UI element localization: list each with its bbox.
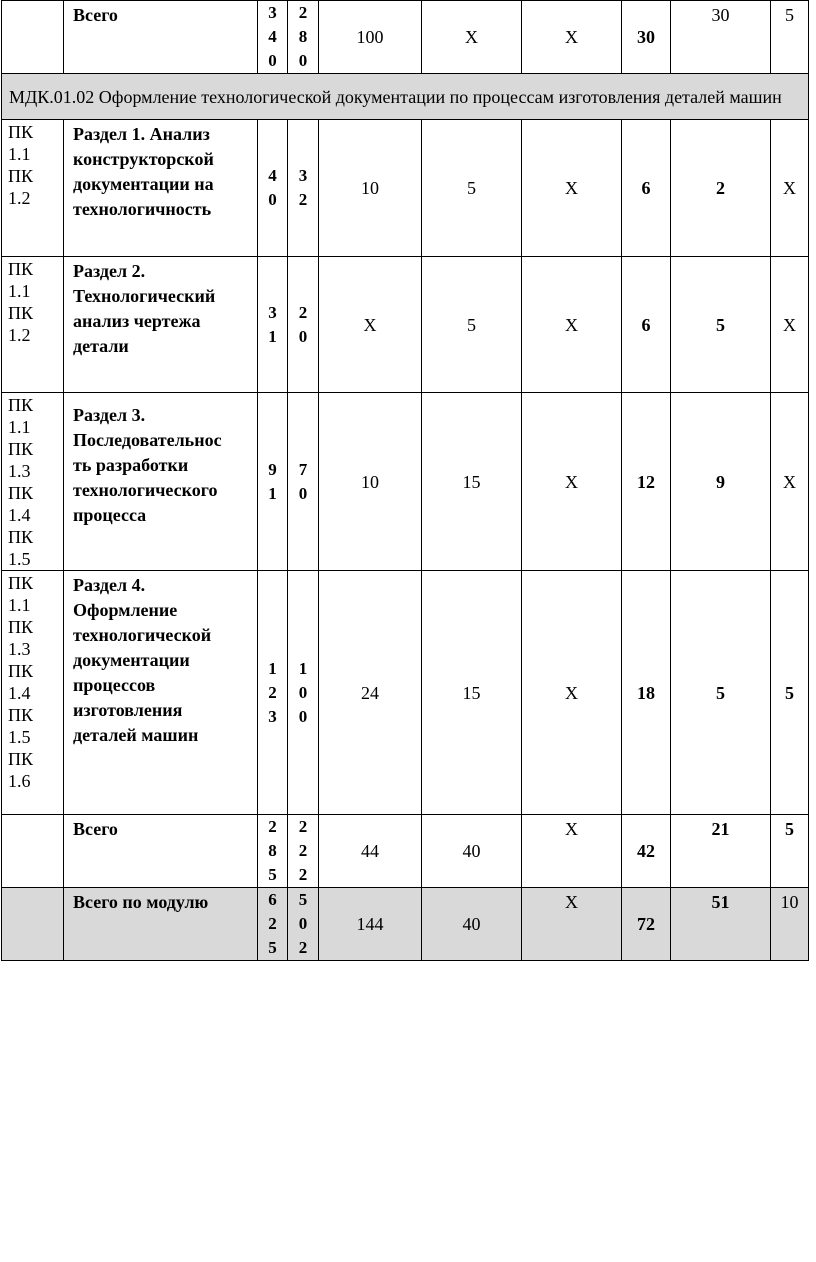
curriculum-table	[1, 0, 809, 961]
col1-value: 2 8 5	[258, 815, 288, 888]
col5-value: Х	[522, 120, 622, 257]
col2-value: 3 2	[288, 120, 319, 257]
col8-value: 5	[771, 1, 809, 74]
section-title: Раздел 3. Последовательнос ть разработки технологического процесса	[64, 393, 258, 571]
section-title: Раздел 2. Технологический анализ чертежа детали	[64, 257, 258, 393]
col4-value: 5	[422, 257, 522, 393]
col7-value: 21	[671, 815, 771, 888]
col3-value: 10	[319, 120, 422, 257]
module-total-row	[2, 888, 809, 961]
col4-value: 40	[422, 815, 522, 888]
col2-value: 2 0	[288, 257, 319, 393]
section-row	[2, 571, 809, 815]
section-row	[2, 393, 809, 571]
col8-value: 5	[771, 815, 809, 888]
col8-value: Х	[771, 393, 809, 571]
mdk-header-row	[2, 74, 809, 120]
col4-value: 15	[422, 571, 522, 815]
col1-value: 4 0	[258, 120, 288, 257]
col5-value: Х	[522, 815, 622, 888]
col7-value: 51	[671, 888, 771, 961]
col7-value: 30	[671, 1, 771, 74]
pk-cell	[2, 1, 64, 74]
col8-value: 10	[771, 888, 809, 961]
col5-value: Х	[522, 393, 622, 571]
col3-value: 10	[319, 393, 422, 571]
col4-value: 15	[422, 393, 522, 571]
col6-value: 6	[622, 257, 671, 393]
col8-value: Х	[771, 120, 809, 257]
col7-value: 2	[671, 120, 771, 257]
col7-value: 5	[671, 571, 771, 815]
col6-value: 30	[622, 1, 671, 74]
col6-value: 42	[622, 815, 671, 888]
pk-codes: ПК 1.1 ПК 1.2	[2, 120, 64, 257]
col1-value: 3 4 0	[258, 1, 288, 74]
col8-value: Х	[771, 257, 809, 393]
col3-value: 44	[319, 815, 422, 888]
col3-value: Х	[319, 257, 422, 393]
section-title: Раздел 1. Анализ конструкторской документации на технологичность	[64, 120, 258, 257]
col4-value: Х	[422, 1, 522, 74]
col3-value: 24	[319, 571, 422, 815]
pk-codes: ПК 1.1 ПК 1.2	[2, 257, 64, 393]
col2-value: 2 2 2	[288, 815, 319, 888]
total-row	[2, 815, 809, 888]
col1-value: 6 2 5	[258, 888, 288, 961]
col6-value: 6	[622, 120, 671, 257]
col2-value: 5 0 2	[288, 888, 319, 961]
col2-value: 1 0 0	[288, 571, 319, 815]
col1-value: 3 1	[258, 257, 288, 393]
top-total-row	[2, 1, 809, 74]
col8-value: 5	[771, 571, 809, 815]
col4-value: 5	[422, 120, 522, 257]
col4-value: 40	[422, 888, 522, 961]
col5-value: Х	[522, 571, 622, 815]
col7-value: 5	[671, 257, 771, 393]
col5-value: Х	[522, 1, 622, 74]
pk-codes: ПК 1.1 ПК 1.3 ПК 1.4 ПК 1.5 ПК 1.6	[2, 571, 64, 815]
pk-codes: ПК 1.1 ПК 1.3 ПК 1.4 ПК 1.5	[2, 393, 64, 571]
section-row	[2, 257, 809, 393]
col6-value: 12	[622, 393, 671, 571]
col3-value: 144	[319, 888, 422, 961]
col6-value: 72	[622, 888, 671, 961]
row-label: Всего по модулю	[64, 888, 258, 961]
pk-cell	[2, 815, 64, 888]
pk-cell	[2, 888, 64, 961]
col3-value: 100	[319, 1, 422, 74]
col6-value: 18	[622, 571, 671, 815]
col5-value: Х	[522, 257, 622, 393]
row-label: Всего	[64, 1, 258, 74]
col7-value: 9	[671, 393, 771, 571]
col1-value: 9 1	[258, 393, 288, 571]
col5-value: Х	[522, 888, 622, 961]
row-label: Всего	[64, 815, 258, 888]
mdk-header: МДК.01.02 Оформление технологической документации по процессам изготовления деталей машин	[2, 74, 809, 120]
col2-value: 7 0	[288, 393, 319, 571]
col1-value: 1 2 3	[258, 571, 288, 815]
col2-value: 2 8 0	[288, 1, 319, 74]
section-row	[2, 120, 809, 257]
section-title: Раздел 4. Оформление технологической документации процессов изготовления деталей машин	[64, 571, 258, 815]
